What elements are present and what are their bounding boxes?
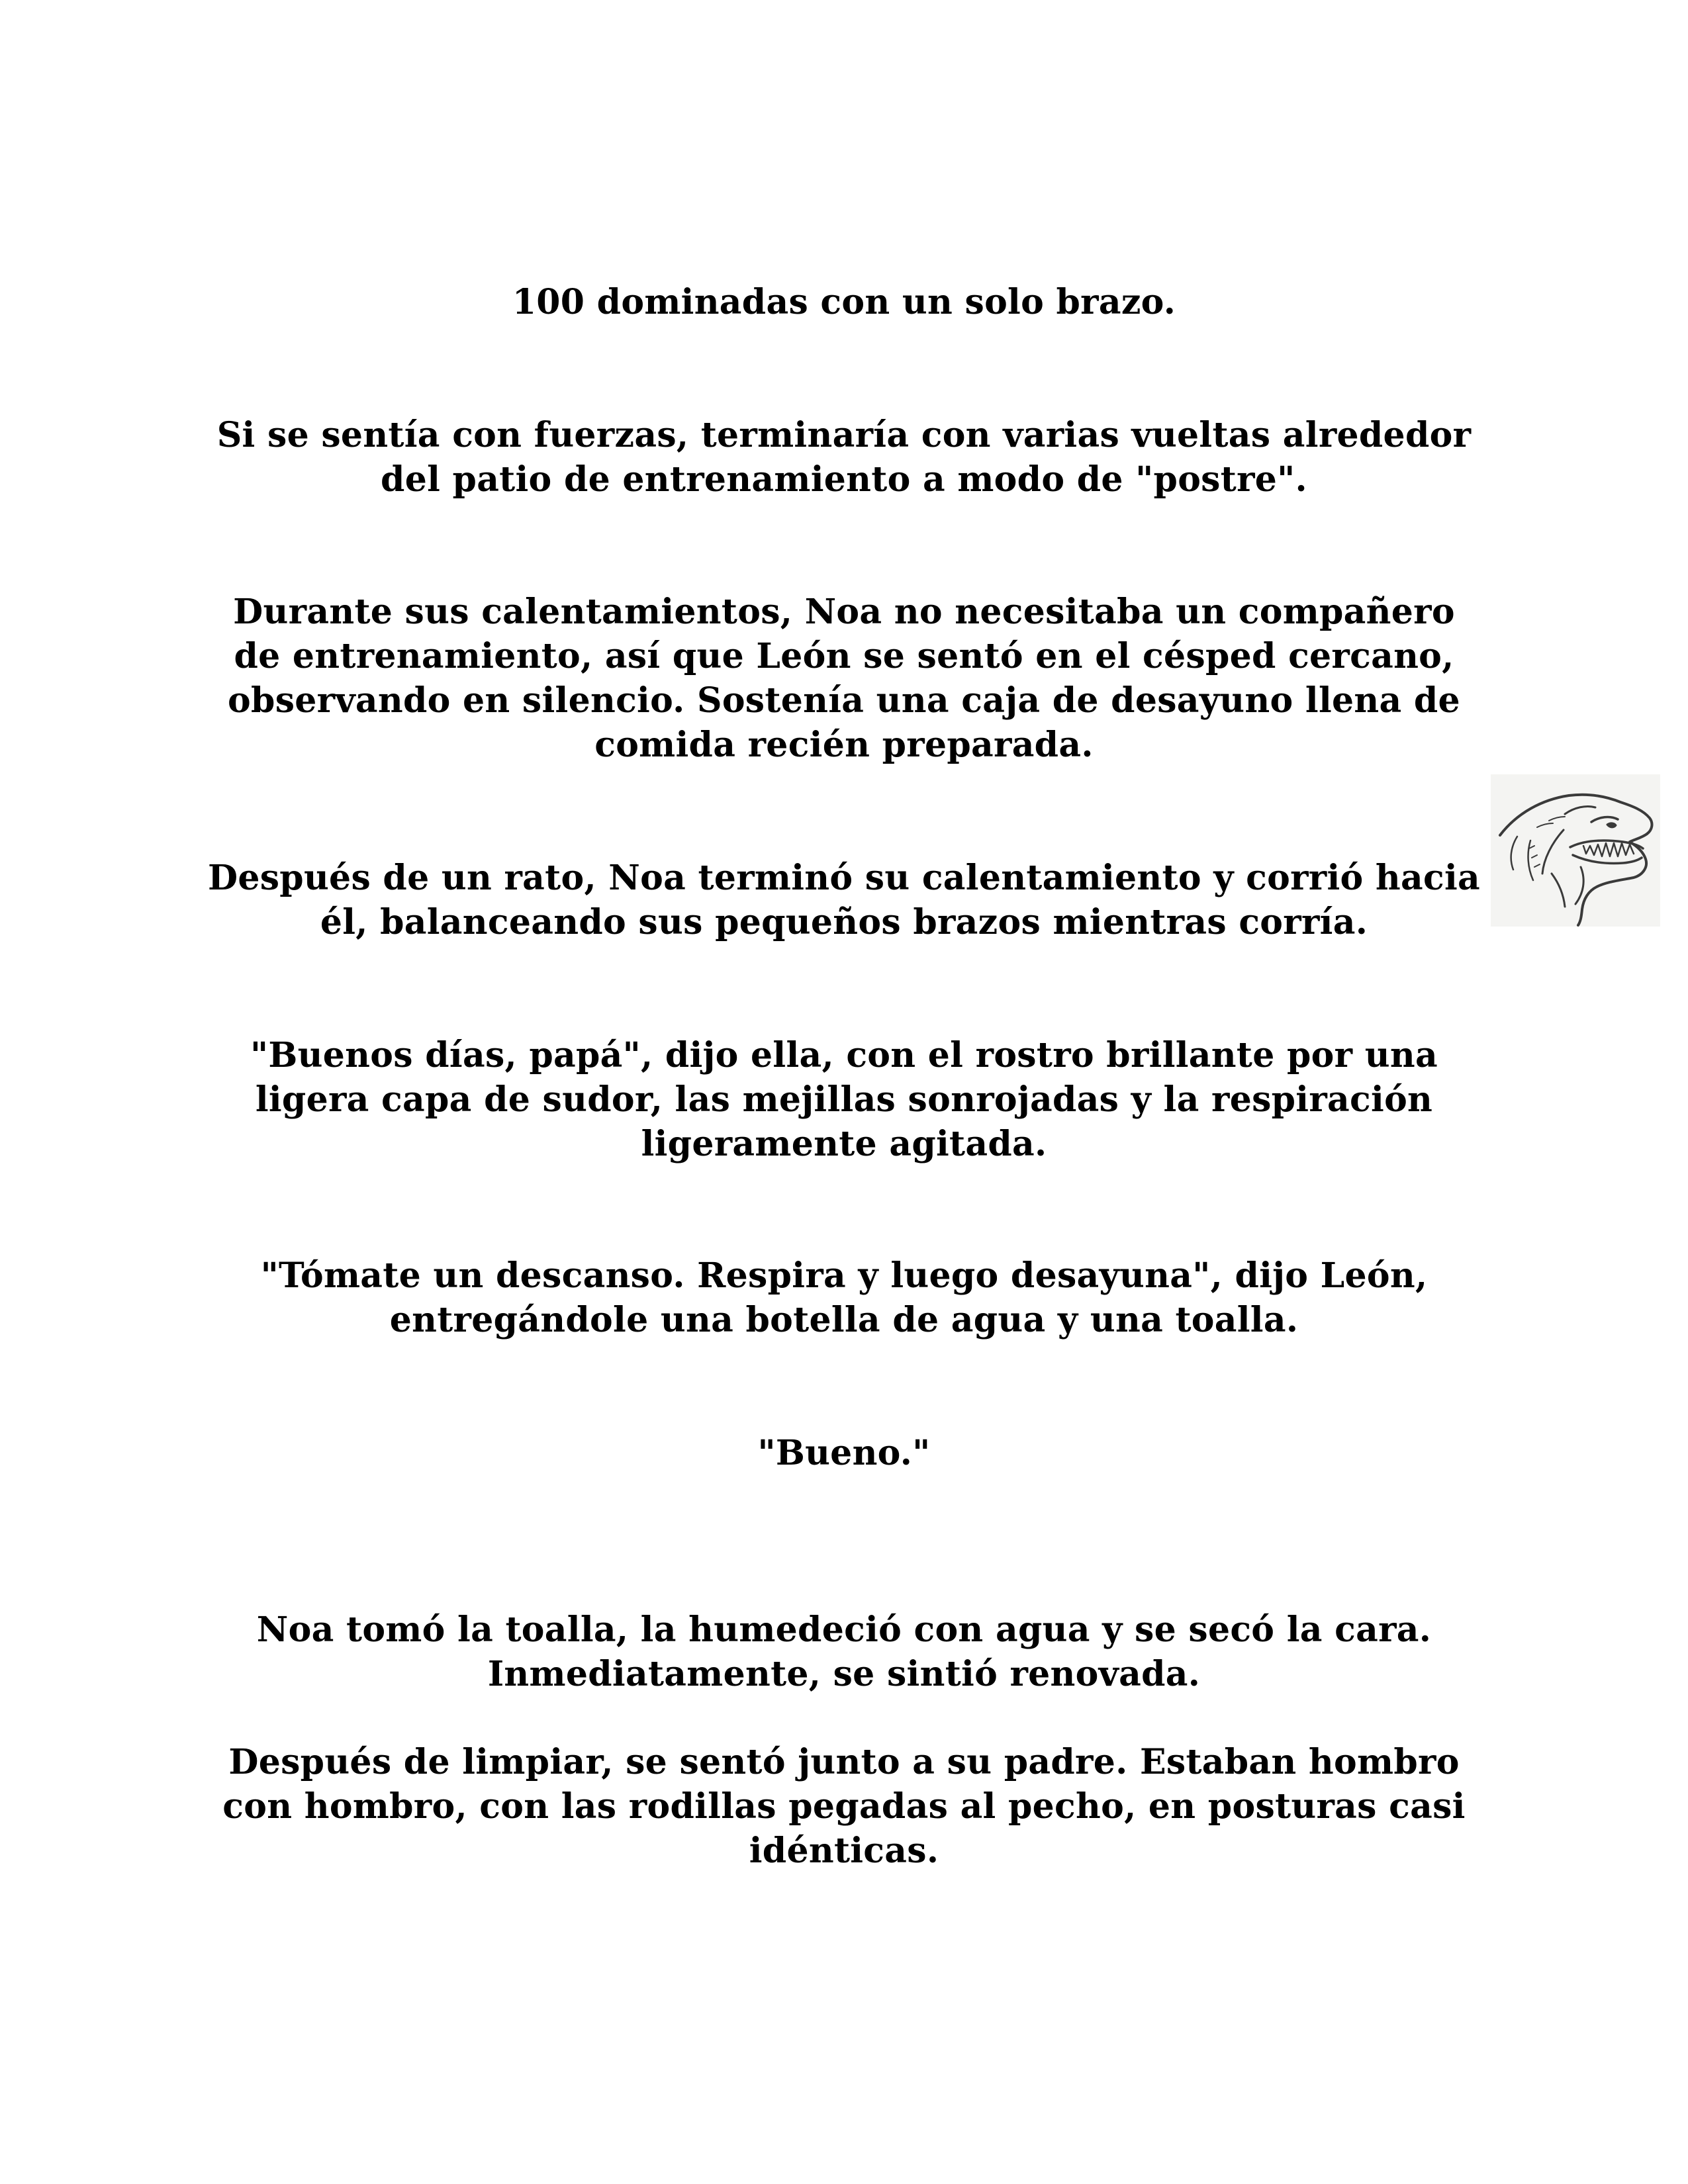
paragraph: "Tómate un descanso. Respira y luego desayuna", dijo León, entregándole una botella de agua y una toalla. bbox=[260, 1255, 1428, 1340]
paragraph: Después de limpiar, se sentó junto a su padre. Estaban hombro con hombro, con las rodillas pegadas al pecho, en posturas casi idénticas. bbox=[222, 1742, 1466, 1871]
paragraph: 100 dominadas con un solo brazo. bbox=[512, 282, 1176, 322]
paragraph: Después de un rato, Noa terminó su calentamiento y corrió hacia él, balanceando sus pequeños brazos mientras corría. bbox=[207, 858, 1481, 942]
paragraph: "Bueno." bbox=[757, 1433, 931, 1473]
paragraph: "Buenos días, papá", dijo ella, con el rostro brillante por una ligera capa de sudor, las mejillas sonrojadas y la respiración ligeramente agitada. bbox=[250, 1035, 1438, 1164]
paragraph: Si se sentía con fuerzas, terminaría con varias vueltas alrededor del patio de entrenamiento a modo de "postre". bbox=[216, 415, 1472, 500]
dinosaur-head-sketch-icon bbox=[1491, 774, 1660, 927]
paragraph: Durante sus calentamientos, Noa no necesitaba un compañero de entrenamiento, así que León se sentó en el césped cercano, observando en silencio. Sostenía una caja de desayuno llena de comida recién preparada. bbox=[228, 592, 1460, 765]
paragraph: Noa tomó la toalla, la humedeció con agua y se secó la cara. Inmediatamente, se sintió renovada. bbox=[256, 1610, 1432, 1694]
